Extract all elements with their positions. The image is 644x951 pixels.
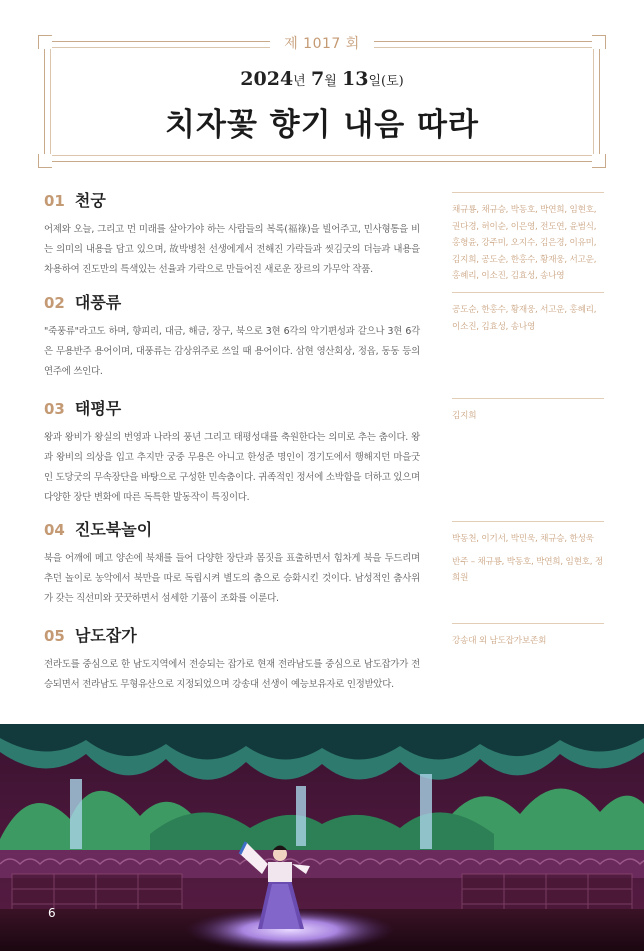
date-day-unit: 일 — [368, 74, 382, 89]
performance-date — [0, 68, 644, 90]
date-year-unit: 년 — [293, 74, 306, 89]
program-item-3 — [44, 396, 420, 508]
cast-list: 공도순, 한홍수, 황재웅, 서고운, 홍혜리, 이소진, 김효성, 송나영 — [452, 305, 597, 332]
program-title: 대풍류 — [74, 293, 122, 312]
stage-performance-photo — [0, 724, 644, 951]
cast-list: 채규룡, 채규승, 박동호, 박연희, 임현호, 권다경, 허이순, 이은영, 전도연, 윤범식, 홍형윤, 강주미, 오지수, 김은경, 이유미, 김지희, 공도순, 한홍수, 황재웅, 서고운, 홍혜리, 이소진, 김효성, 송나영 — [452, 205, 597, 281]
date-month-unit: 월 — [324, 74, 337, 89]
program-number: 02 — [44, 294, 65, 312]
episode-label-wrap — [0, 33, 644, 53]
program-description: 전라도를 중심으로 한 남도지역에서 전승되는 잡가로 현재 전라남도를 중심으로 남도잡가가 전승되면서 전라남도 무형유산으로 지정되었으며 강송대 선생이 예능보유자로 인정받았다. — [44, 659, 420, 690]
program-number: 04 — [44, 521, 65, 539]
program-number: 01 — [44, 192, 65, 210]
date-weekday: (토) — [381, 74, 404, 89]
program-cast-2 — [452, 292, 604, 335]
program-title: 태평무 — [74, 399, 122, 418]
performance-title: 치자꽃 향기 내음 따라 — [165, 107, 479, 143]
date-day: 13 — [342, 68, 369, 90]
page-number: 6 — [48, 906, 56, 920]
divider — [452, 192, 604, 193]
program-cast-3 — [452, 398, 604, 425]
divider — [452, 623, 604, 624]
program-title: 진도북놀이 — [74, 520, 153, 539]
program-cast-1 — [452, 192, 604, 285]
program-description: 왕과 왕비가 왕실의 번영과 나라의 풍년 그리고 태평성대를 축원한다는 의미로 추는 춤이다. 왕과 왕비의 의상을 입고 추지만 궁중 무용은 아니고 한성준 명인이 경기도에서 행해지던 마을굿인 도당굿의 무속장단을 바탕으로 구성한 민속춤이다. 귀족적인 정서에 소박함을 더하고 있으며 다양한 장단 변화에 따른 독특한 발동작이 특징이다. — [44, 432, 420, 503]
divider — [452, 398, 604, 399]
program-item-4 — [44, 517, 420, 609]
frame-corner-ornament — [38, 154, 52, 168]
program-title: 남도잡가 — [74, 626, 137, 645]
program-description: 북을 어깨에 메고 양손에 북채를 들어 다양한 장단과 몸짓을 표출하면서 힘차게 북을 두드리며 추던 놀이로 농악에서 북만을 따로 독립시켜 별도의 춤으로 승화시킨 것이다. 남성적인 춤사위가 갖는 직선미와 꿋꿋하면서 섬세한 기품이 조화를 이룬다. — [44, 553, 420, 604]
date-month: 7 — [310, 68, 325, 90]
program-cast-4 — [452, 521, 604, 587]
program-item-5 — [44, 623, 420, 695]
program-item-2 — [44, 290, 420, 382]
program-cast-5 — [452, 623, 604, 650]
program-description: "죽풍류"라고도 하며, 향피리, 대금, 해금, 장구, 북으로 3현 6각의 악기편성과 같으나 3현 6각은 무용반주 용어이며, 대풍류는 감상위주로 쓰일 때 용어이다. 삼현 영산회상, 정읍, 동동 등의 연주에 쓰인다. — [44, 326, 420, 377]
cast-list: 강송대 외 남도잡가보존회 — [452, 636, 547, 646]
program-description: 어제와 오늘, 그리고 먼 미래를 살아가야 하는 사람들의 복록(福祿)을 빌어주고, 민사형통을 비는 의미의 내용을 담고 있으며, 故박병천 선생에게서 전해진 가락들과 씻김굿의 더늠과 내용을 차용하여 진도만의 특색있는 선율과 가락으로 만들어진 새로운 장르의 가무악 작품. — [44, 224, 420, 275]
cast-list: 박동천, 이기서, 박민욱, 채규승, 한성욱 — [452, 534, 594, 544]
program-title: 천궁 — [74, 191, 106, 210]
date-year: 2024 — [240, 68, 294, 90]
program-number: 05 — [44, 627, 65, 645]
episode-label: 제 1017 회 — [270, 33, 374, 53]
frame-corner-ornament — [592, 154, 606, 168]
divider — [452, 521, 604, 522]
accompaniment-list: 반주 – 채규룡, 박동호, 박연희, 임현호, 정희원 — [452, 556, 603, 583]
cast-list: 김지희 — [452, 411, 477, 421]
program-item-1 — [44, 188, 420, 280]
divider — [452, 292, 604, 293]
program-number: 03 — [44, 400, 65, 418]
